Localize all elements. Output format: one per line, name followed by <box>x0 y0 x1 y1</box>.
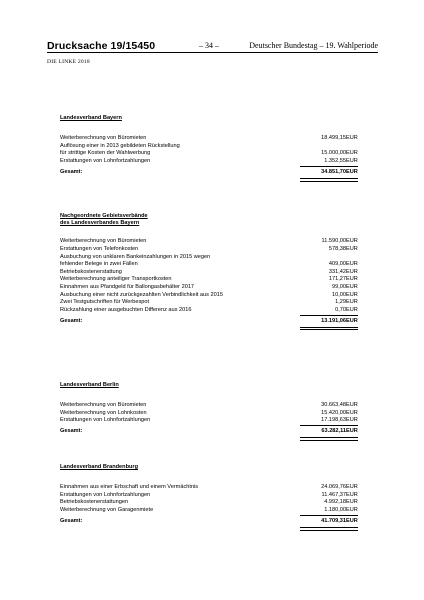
income-row <box>60 135 360 143</box>
row-label: Erstattungen von Lohnfortzahlungen <box>60 417 151 424</box>
income-row <box>60 402 360 410</box>
row-amount: 15.420,00 <box>321 409 346 416</box>
income-row <box>60 269 360 277</box>
row-label: Ausbuchung von unklaren Bankeinzahlungen in 2015 wegen <box>60 253 211 260</box>
row-amount: 1,29 <box>335 299 346 306</box>
total-currency: EUR <box>346 428 358 435</box>
total-currency: EUR <box>346 317 358 324</box>
row-currency: EUR <box>346 299 358 306</box>
section-gebietsverbaende-bayern <box>60 213 360 330</box>
row-currency: EUR <box>346 276 358 283</box>
income-row <box>60 484 360 492</box>
section-title-line: Landesverband Bayern <box>60 115 122 121</box>
income-row <box>60 238 360 246</box>
total-row <box>60 169 360 177</box>
total-currency: EUR <box>346 518 358 525</box>
section-landesverband-berlin <box>60 382 360 441</box>
total-amount: 13.191,06 <box>321 317 346 324</box>
row-amount: 24.069,76 <box>321 484 346 491</box>
total-amount: 41.709,31 <box>321 518 346 525</box>
sum-rule <box>300 166 358 167</box>
row-label: für strittige Kosten der Wahlwerbung <box>60 150 151 157</box>
row-amount: 99,00 <box>332 283 346 290</box>
total-double-rule <box>300 178 358 182</box>
section-title <box>60 213 360 227</box>
row-label: Einnahmen aus einer Erbschaft und einem Vermächtnis <box>60 484 199 491</box>
income-row <box>60 246 360 254</box>
publisher: Deutscher Bundestag – 19. Wahlperiode <box>249 41 378 50</box>
total-row <box>60 428 360 436</box>
row-label: Erstattungen von Telefonkosten <box>60 246 139 252</box>
row-currency: EUR <box>346 135 358 142</box>
row-label: Einnahmen aus Pfandgeld für Ballongasbehälter 2017 <box>60 283 195 290</box>
section-title-line: Nachgeordnete Gebietsverbände <box>60 213 148 219</box>
row-amount: 15.000,00 <box>321 150 346 157</box>
row-label: Erstattungen von Lohnfortzahlungen <box>60 491 151 498</box>
row-label: Erstattungen von Lohnfortzahlungen <box>60 157 151 164</box>
row-currency: EUR <box>346 491 358 498</box>
total-label: Gesamt: <box>60 317 83 324</box>
row-currency: EUR <box>346 283 358 290</box>
income-row <box>60 143 360 151</box>
row-currency: EUR <box>346 484 358 491</box>
total-row <box>60 318 360 326</box>
section-title-line: Landesverband Brandenburg <box>60 464 139 470</box>
income-rows <box>60 135 360 165</box>
row-currency: EUR <box>346 157 358 164</box>
header-rule <box>47 52 378 53</box>
row-amount: 409,00 <box>328 261 346 268</box>
income-row <box>60 254 360 262</box>
section-title <box>60 382 360 389</box>
income-row <box>60 261 360 269</box>
row-label: Betriebskostenerstattungen <box>60 499 129 506</box>
row-label: Weiterberechnung von Büromieten <box>60 402 147 409</box>
row-amount: 4.992,18 <box>324 499 346 506</box>
section-title <box>60 115 360 122</box>
sum-rule <box>300 515 358 516</box>
row-label: Auflösung einer in 2013 gebildeten Rückstellung <box>60 142 180 149</box>
row-label: Ausbuchung einer nicht zurückgezahlten Verbindlichkeit aus 2015 <box>60 291 223 298</box>
total-label: Gesamt: <box>60 428 83 435</box>
income-rows <box>60 484 360 514</box>
row-currency: EUR <box>346 291 358 298</box>
section-title-line: Landesverband Berlin <box>60 382 119 388</box>
row-currency: EUR <box>346 261 358 268</box>
row-currency: EUR <box>346 506 358 513</box>
income-row <box>60 158 360 166</box>
row-currency: EUR <box>346 409 358 416</box>
row-label: fehlender Belege in zwei Fällen <box>60 261 138 268</box>
total-amount: 34.851,70 <box>321 169 346 176</box>
row-currency: EUR <box>346 150 358 157</box>
row-amount: 11.467,37 <box>321 491 346 498</box>
row-label: Rückzahlung einer ausgebuchten Differenz aus 2016 <box>60 306 192 313</box>
row-label: Betriebskostenerstattung <box>60 268 122 275</box>
income-row <box>60 299 360 307</box>
income-row <box>60 284 360 292</box>
doc-label: Drucksache 19/ <box>47 40 126 52</box>
row-amount: 30.663,48 <box>321 402 346 409</box>
income-row <box>60 410 360 418</box>
income-row <box>60 276 360 284</box>
row-label: Weiterberechnung von Garagenmiete <box>60 506 154 513</box>
row-label: Zwei Testgutschriften für Werbespot <box>60 299 150 306</box>
party-line: DIE LINKE 2018 <box>47 59 90 65</box>
row-currency: EUR <box>346 402 358 409</box>
income-row <box>60 499 360 507</box>
row-label: Weiterberechnung von Büromieten <box>60 238 147 245</box>
row-currency: EUR <box>346 268 358 275</box>
sum-rule <box>300 425 358 426</box>
total-double-rule <box>300 527 358 531</box>
row-amount: 331,42 <box>328 268 346 275</box>
total-label: Gesamt: <box>60 169 83 176</box>
row-amount: 1.352,55 <box>324 157 346 164</box>
row-label: Weiterberechnung von Büromieten <box>60 135 147 142</box>
total-double-rule <box>300 327 358 331</box>
section-landesverband-bayern <box>60 115 360 182</box>
total-double-rule <box>300 437 358 441</box>
income-row <box>60 150 360 158</box>
total-amount: 63.282,11 <box>321 428 346 435</box>
row-label: Weiterberechnung von Lohnkosten <box>60 409 147 416</box>
income-rows <box>60 402 360 425</box>
row-amount: 17.198,63 <box>321 417 346 424</box>
row-amount: 171,27 <box>328 276 346 283</box>
row-label: Weiterberechnung anteiliger Transportkosten <box>60 276 172 283</box>
doc-id <box>47 40 155 52</box>
row-amount: 0,70 <box>335 306 346 313</box>
row-amount: 1.180,00 <box>324 506 346 513</box>
total-row <box>60 518 360 526</box>
income-row <box>60 507 360 515</box>
income-row <box>60 307 360 315</box>
page-number: – 34 – <box>199 41 219 50</box>
row-currency: EUR <box>346 238 358 245</box>
row-amount: 578,38 <box>328 246 346 252</box>
row-amount: 11.590,00 <box>321 238 346 245</box>
section-landesverband-brandenburg <box>60 464 360 531</box>
doc-number: 15450 <box>125 40 156 52</box>
row-currency: EUR <box>346 246 358 252</box>
row-amount: 18.499,15 <box>321 135 346 142</box>
sum-rule <box>300 315 358 316</box>
income-rows <box>60 238 360 314</box>
row-currency: EUR <box>346 499 358 506</box>
total-label: Gesamt: <box>60 518 83 525</box>
section-title <box>60 464 360 471</box>
income-row <box>60 292 360 300</box>
income-row <box>60 417 360 425</box>
section-title-line: des Landesverbandes Bayern <box>60 220 140 227</box>
total-currency: EUR <box>346 169 358 176</box>
income-row <box>60 492 360 500</box>
row-currency: EUR <box>346 417 358 424</box>
row-currency: EUR <box>346 306 358 313</box>
row-amount: 10,00 <box>332 291 346 298</box>
